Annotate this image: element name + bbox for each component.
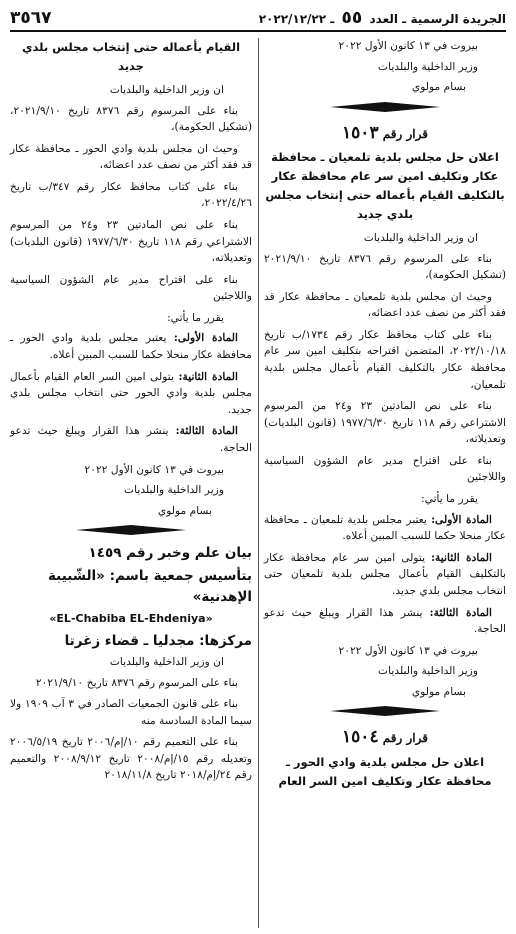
page-number: ٣٥٦٧	[10, 8, 52, 28]
decree-paragraph: بناء على نص المادتين ٢٣ و٢٤ من المرسوم الاشتراعي رقم ١١٨ تاريخ ١٩٧٧/٦/٣٠ (قانون البلديات) وتعديلاته،	[264, 399, 507, 446]
issue-number: ٥٥	[341, 8, 363, 28]
page-header	[10, 6, 506, 32]
decree-1504-heading	[264, 724, 506, 750]
article-label: المادة الأولى:	[431, 512, 492, 526]
decree-decides: يقرر ما يأتي:	[421, 492, 478, 506]
section-separator	[264, 102, 506, 112]
issue-label: العدد	[369, 12, 398, 26]
section-separator	[264, 706, 506, 716]
signature-name: بسام مولوي	[157, 503, 212, 517]
decree-intro: ان وزير الداخلية والبلديات	[363, 230, 478, 244]
article-label: المادة الثالثة:	[175, 424, 238, 438]
article-label: المادة الثانية:	[178, 369, 238, 383]
signature-place-date: بيروت في ١٣ كانون الأول ٢٠٢٢	[338, 643, 478, 657]
signature-name: بسام مولوي	[411, 80, 466, 94]
decree-article	[264, 605, 506, 638]
decree-paragraph: بناء على كتاب محافظ عكار رقم ٣٤٧/ب تاريخ ٢٠٢٢/٤/٢٦،	[10, 179, 252, 210]
decree-paragraph: بناء على التعميم رقم ١٠/إم/٢٠٠٦ تاريخ ٢٠٠٦/٥/١٩ وتعديله رقم ١٥/إم/٢٠٠٨ تاريخ ٢٠٠٨/٩/١٢ والتعميم رقم ٢٤/إم/٢٠١٨ تاريخ ٢٠١٨/١١/٨	[10, 735, 253, 782]
decree-number: ١٥٠٤	[342, 727, 379, 748]
article-text: يتولى امين السر العام القيام بأعمال مجلس بلدية وادي الحور حتى انتخاب مجلس بلدي جديد.	[10, 369, 252, 416]
decree-paragraph: بناء على المرسوم رقم ٨٣٧٦ تاريخ ٢٠٢١/٩/١٠	[35, 675, 238, 689]
decree-intro: ان وزير الداخلية والبلديات	[109, 82, 224, 96]
right-column	[264, 38, 506, 797]
signature-title: وزير الداخلية والبلديات	[378, 664, 478, 678]
decree-article	[10, 423, 252, 456]
decree-paragraph: بناء على قانون الجمعيات الصادر في ٣ آب ١٩٠٩ ولا سيما المادة السادسة منه	[10, 697, 252, 727]
decree-paragraph: بناء على اقتراح مدير عام الشؤون السياسية واللاجئين	[10, 272, 252, 303]
decree-heading-prefix: قرار رقم	[382, 731, 428, 746]
decree-1503-title: اعلان حل مجلس بلدية تلمعيان ـ محافظة عكار وتكليف امين سر عام محافظة عكار بالتكليف القيام بأعماله حتى إنتخاب مجلس بلدي جديد	[265, 150, 505, 221]
signature-title: وزير الداخلية والبلديات	[124, 483, 224, 497]
article-text: يعتبر مجلس بلدية تلمعيان ـ محافظة عكار منحلا حكما للسبب المبين أعلاه.	[264, 512, 506, 543]
decree-intro: ان وزير الداخلية والبلديات	[109, 654, 224, 668]
decree-number: ١٥٠٣	[342, 122, 379, 143]
decree-paragraph: بناء على اقتراح مدير عام الشؤون السياسية واللاجئين	[264, 453, 506, 484]
decree-paragraph: بناء على المرسوم رقم ٨٣٧٦ تاريخ ٢٠٢١/٩/١٠ (تشكيل الحكومة)،	[264, 251, 506, 282]
issue-date: ٢٠٢٢/١٢/٢٢	[258, 12, 327, 26]
decree-1503-heading	[264, 120, 506, 146]
column-divider	[258, 38, 259, 928]
article-label: المادة الأولى:	[173, 331, 238, 345]
continuation-title: القيام بأعماله حتى إنتخاب مجلس بلدي جديد	[21, 40, 241, 73]
notice-1459-heading: بيان علم وخبر رقم ١٤٥٩	[88, 545, 252, 562]
signature-name: بسام مولوي	[411, 684, 466, 698]
article-label: المادة الثانية:	[431, 550, 492, 564]
decree-decides: يقرر ما يأتي:	[167, 310, 224, 324]
decree-article	[264, 550, 506, 600]
article-text: ينشر هذا القرار ويبلغ حيث تدعو الحاجة.	[264, 605, 506, 636]
decree-article	[10, 330, 252, 363]
decree-paragraph: بناء على المرسوم رقم ٨٣٧٦ تاريخ ٢٠٢١/٩/١٠، (تشكيل الحكومة)،	[10, 103, 252, 134]
signature-place-date: بيروت في ١٣ كانون الأول ٢٠٢٢	[84, 462, 224, 476]
decree-1504-title: اعلان حل مجلس بلدية وادي الحور ـ محافظة عكار وتكليف امين السر العام	[278, 754, 492, 788]
decree-paragraph: وحيث ان مجلس بلدية وادي الحور ـ محافظة عكار قد فقد أكثر من نصف عدد اعضائه،	[10, 141, 252, 172]
decree-article	[264, 512, 506, 545]
journal-title: الجريدة الرسمية	[410, 12, 506, 26]
association-latin-name: «EL-Chabiba EL-Ehdeniya»	[49, 612, 213, 625]
decree-paragraph: بناء على كتاب محافظ عكار رقم ١٧٣٤/ب تاريخ ٢٠٢٢/١٠/١٨، المتضمن اقتراحه بتكليف امين سر عام محافظة عكار بالتكليف القيام بأعمال مجلس بلدية تلمعيان،	[264, 327, 506, 391]
article-text: يتولى امين سر عام محافظة عكار بالتكليف القيام بأعمال مجلس بلدية تلمعيان حتى انتخاب مجلس بلدي جديد.	[264, 550, 506, 597]
section-separator	[10, 525, 252, 535]
header-journal-info: الجريدة الرسمية ـ العدد ٥٥ ـ ٢٠٢٢/١٢/٢٢	[258, 8, 506, 28]
decree-paragraph: بناء على نص المادتين ٢٣ و٢٤ من المرسوم الاشتراعي رقم ١١٨ تاريخ ١٩٧٧/٦/٣٠ (قانون البلديات) وتعديلاته،	[10, 217, 253, 265]
signature-title: وزير الداخلية والبلديات	[378, 59, 478, 73]
signature-place-date: بيروت في ١٣ كانون الأول ٢٠٢٢	[338, 39, 478, 52]
left-column	[10, 38, 252, 789]
decree-paragraph: وحيث ان مجلس بلدية تلمعيان ـ محافظة عكار قد فقد أكثر من نصف عدد اعضائه،	[264, 289, 506, 320]
article-label: المادة الثالثة:	[429, 605, 492, 619]
decree-article	[10, 369, 252, 419]
notice-subtitle: بتأسيس جمعية باسم: «الشّبيبة الإهدنية»	[48, 568, 252, 606]
article-text: يعتبر مجلس بلدية وادي الحور ـ محافظة عكار منحلا حكما للسبب المبين أعلاه.	[10, 331, 252, 362]
article-text: ينشر هذا القرار ويبلغ حيث تدعو الحاجة.	[10, 424, 252, 454]
association-location: مركزها: مجدليا ـ قضاء زغرتا	[64, 633, 252, 650]
decree-heading-prefix: قرار رقم	[382, 126, 428, 141]
